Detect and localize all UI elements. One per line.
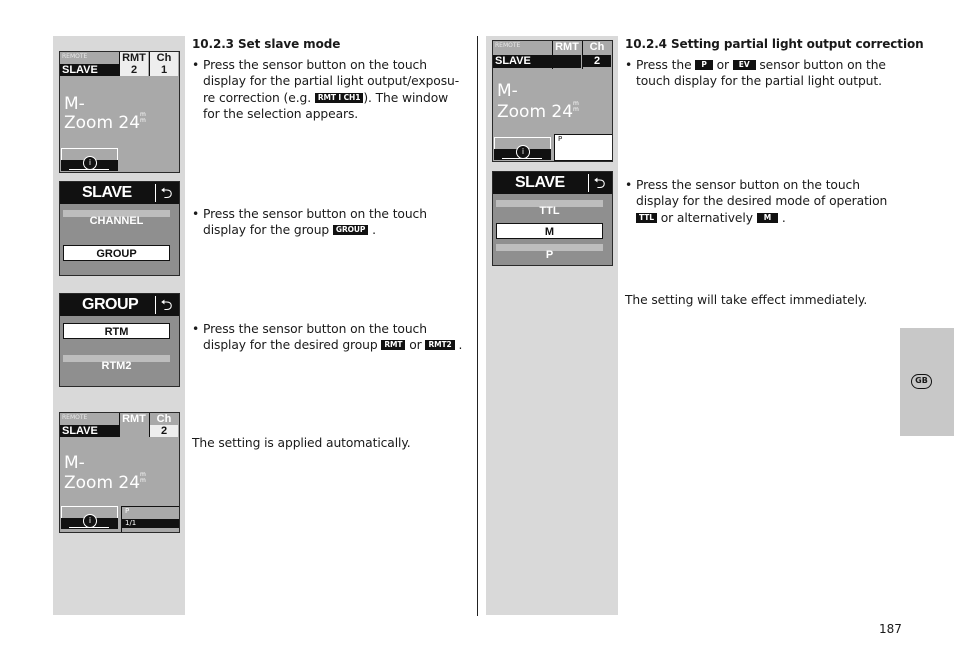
- zoom-text: [64, 112, 146, 133]
- rmt-ch1-chip: RMT I CH1: [315, 93, 363, 103]
- language-badge: GB: [911, 374, 932, 389]
- ch-label: Ch: [156, 52, 172, 64]
- info-button[interactable]: [61, 160, 118, 171]
- step-p-or-ev: • Press the P or EV sensor button on the touch display for the partial light output.: [625, 57, 895, 90]
- ch-cell: [149, 413, 178, 437]
- step-mode-of-operation: • Press the sensor button on the touch display for the desired mode of operation TTL or alternatively M .: [625, 177, 895, 226]
- rmt-label: RMT: [122, 52, 146, 64]
- rmt-value: [553, 55, 581, 68]
- zoom-unit: m m: [140, 111, 146, 124]
- result-text-left: The setting is applied automatically.: [192, 436, 411, 450]
- menu-title: SLAVE: [82, 184, 132, 201]
- menu-title: GROUP: [82, 296, 139, 313]
- result-text-right: The setting will take effect immediately.: [625, 293, 868, 307]
- slave-mode-menu: [492, 171, 613, 266]
- p-label: P: [558, 135, 563, 143]
- zoom-value: Zoom 24: [64, 473, 141, 493]
- remote-label: REMOTE: [495, 42, 521, 49]
- p-value-box: [554, 134, 613, 161]
- ev-chip: EV: [733, 60, 756, 70]
- rmt-label: RMT: [555, 41, 579, 53]
- display-screen-2: [59, 412, 180, 533]
- remote-label: REMOTE: [62, 53, 88, 60]
- ch-label: Ch: [589, 41, 605, 53]
- ch-value: 2: [583, 55, 611, 67]
- option-ttl[interactable]: TTL: [496, 200, 603, 222]
- column-divider: [477, 36, 478, 616]
- zoom-value: Zoom 24: [497, 102, 574, 122]
- slave-label: SLAVE: [60, 64, 119, 76]
- rmt-label: RMT: [122, 413, 146, 425]
- p-value: 1/1: [122, 519, 179, 528]
- back-arrow-icon[interactable]: ⮌: [155, 296, 177, 314]
- option-p[interactable]: P: [496, 244, 603, 266]
- slave-label: SLAVE: [60, 425, 119, 437]
- rmt2-chip: RMT2: [425, 340, 454, 350]
- info-button[interactable]: [494, 149, 551, 160]
- back-arrow-icon[interactable]: ⮌: [588, 174, 610, 192]
- rmt-cell: [119, 413, 148, 437]
- option-rtm[interactable]: RTM: [63, 323, 170, 339]
- mode-text: M-: [497, 81, 518, 101]
- section-heading-10-2-3: 10.2.3 Set slave mode: [192, 37, 341, 51]
- option-rtm2[interactable]: RTM2: [63, 355, 170, 377]
- step-desired-group: • Press the sensor button on the touch display for the desired group RMT or RMT2 .: [192, 321, 472, 354]
- m-chip: M: [757, 213, 778, 223]
- zoom-unit: m m: [573, 100, 579, 113]
- rmt-cell: [552, 41, 581, 69]
- back-arrow-icon[interactable]: ⮌: [155, 184, 177, 202]
- slave-menu: [59, 181, 180, 276]
- zoom-text: [64, 472, 146, 493]
- slave-label: SLAVE: [493, 55, 552, 68]
- page-number: 187: [879, 622, 902, 636]
- zoom-unit: m m: [140, 471, 146, 484]
- option-m[interactable]: M: [496, 223, 603, 239]
- zoom-value: Zoom 24: [64, 113, 141, 133]
- info-icon: i: [516, 145, 530, 159]
- group-chip: GROUP: [333, 225, 368, 235]
- remote-label: REMOTE: [62, 414, 88, 421]
- ch-label: Ch: [156, 413, 172, 425]
- ch-value: 2: [150, 425, 178, 437]
- info-icon: i: [83, 514, 97, 528]
- ch-cell: [149, 52, 178, 76]
- display-screen-3: [492, 40, 613, 162]
- ch-cell: [582, 41, 611, 69]
- info-button[interactable]: [61, 518, 118, 529]
- ttl-chip: TTL: [636, 213, 657, 223]
- rmt-value: 2: [120, 64, 148, 76]
- section-heading-10-2-4: 10.2.4 Setting partial light output correction: [625, 37, 924, 51]
- zoom-text: [497, 101, 579, 122]
- option-channel[interactable]: CHANNEL: [63, 210, 170, 232]
- mode-text: M-: [64, 94, 85, 114]
- step-partial-output: • Press the sensor button on the touch display for the partial light output/exposu-re correction (e.g. RMT I CH1 ). The window for the selection appears.: [192, 57, 462, 122]
- p-chip: P: [695, 60, 712, 70]
- p-value-box: [121, 506, 180, 533]
- rmt-chip: RMT: [381, 340, 405, 350]
- display-screen-1: [59, 51, 180, 173]
- menu-title: SLAVE: [515, 174, 565, 191]
- p-label: P: [125, 507, 130, 515]
- step-group: • Press the sensor button on the touch display for the group GROUP .: [192, 206, 462, 239]
- mode-text: M-: [64, 453, 85, 473]
- rmt-value: [120, 425, 148, 437]
- group-menu: [59, 293, 180, 387]
- option-group[interactable]: GROUP: [63, 245, 170, 261]
- rmt-cell: [119, 52, 148, 76]
- info-icon: i: [83, 156, 97, 170]
- ch-value: 1: [150, 64, 178, 76]
